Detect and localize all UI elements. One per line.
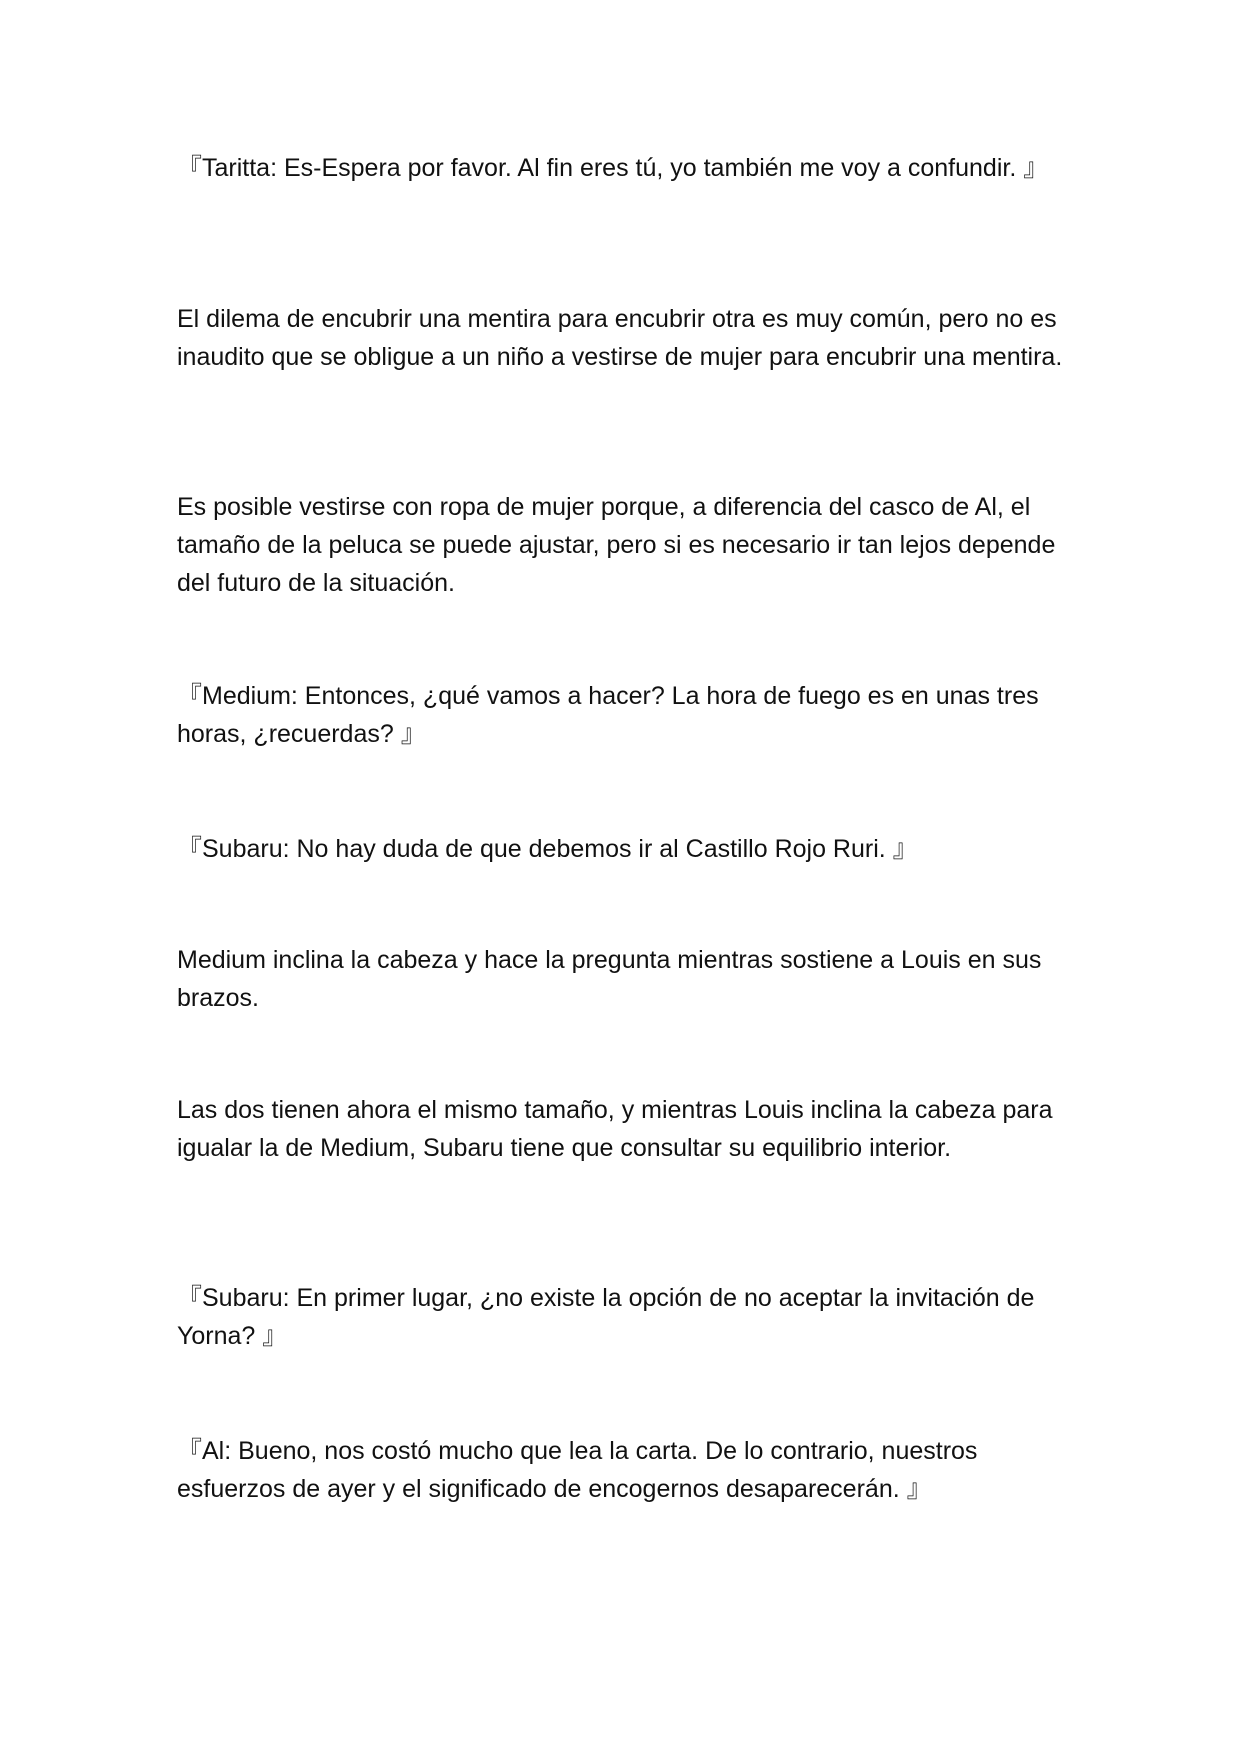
narration-paragraph: Es posible vestirse con ropa de mujer porque, a diferencia del casco de Al, el tamaño de la peluca se puede ajustar, pero si es necesario ir tan lejos depende del futuro de la situación. bbox=[177, 493, 1056, 597]
dialogue-taritta: 『Taritta: Es-Espera por favor. Al fin eres tú, yo también me voy a confundir. 』 bbox=[177, 154, 1049, 182]
dialogue-subaru: 『Subaru: No hay duda de que debemos ir al Castillo Rojo Ruri. 』 bbox=[177, 835, 918, 863]
narration-paragraph: Las dos tienen ahora el mismo tamaño, y mientras Louis inclina la cabeza para igualar la de Medium, Subaru tiene que consultar su equilibrio interior. bbox=[177, 1096, 1053, 1162]
dialogue-medium: 『Medium: Entonces, ¿qué vamos a hacer? La hora de fuego es en unas tres horas, ¿recuerdas? 』 bbox=[177, 682, 1039, 748]
narration-paragraph: El dilema de encubrir una mentira para encubrir otra es muy común, pero no es inaudito que se obligue a un niño a vestirse de mujer para encubrir una mentira. bbox=[177, 305, 1063, 371]
dialogue-subaru: 『Subaru: En primer lugar, ¿no existe la opción de no aceptar la invitación de Yorna? 』 bbox=[177, 1284, 1035, 1350]
dialogue-al: 『Al: Bueno, nos costó mucho que lea la carta. De lo contrario, nuestros esfuerzos de ayer y el significado de encogernos desaparecerán. 』 bbox=[177, 1437, 978, 1503]
narration-paragraph: Medium inclina la cabeza y hace la pregunta mientras sostiene a Louis en sus brazos. bbox=[177, 946, 1042, 1012]
